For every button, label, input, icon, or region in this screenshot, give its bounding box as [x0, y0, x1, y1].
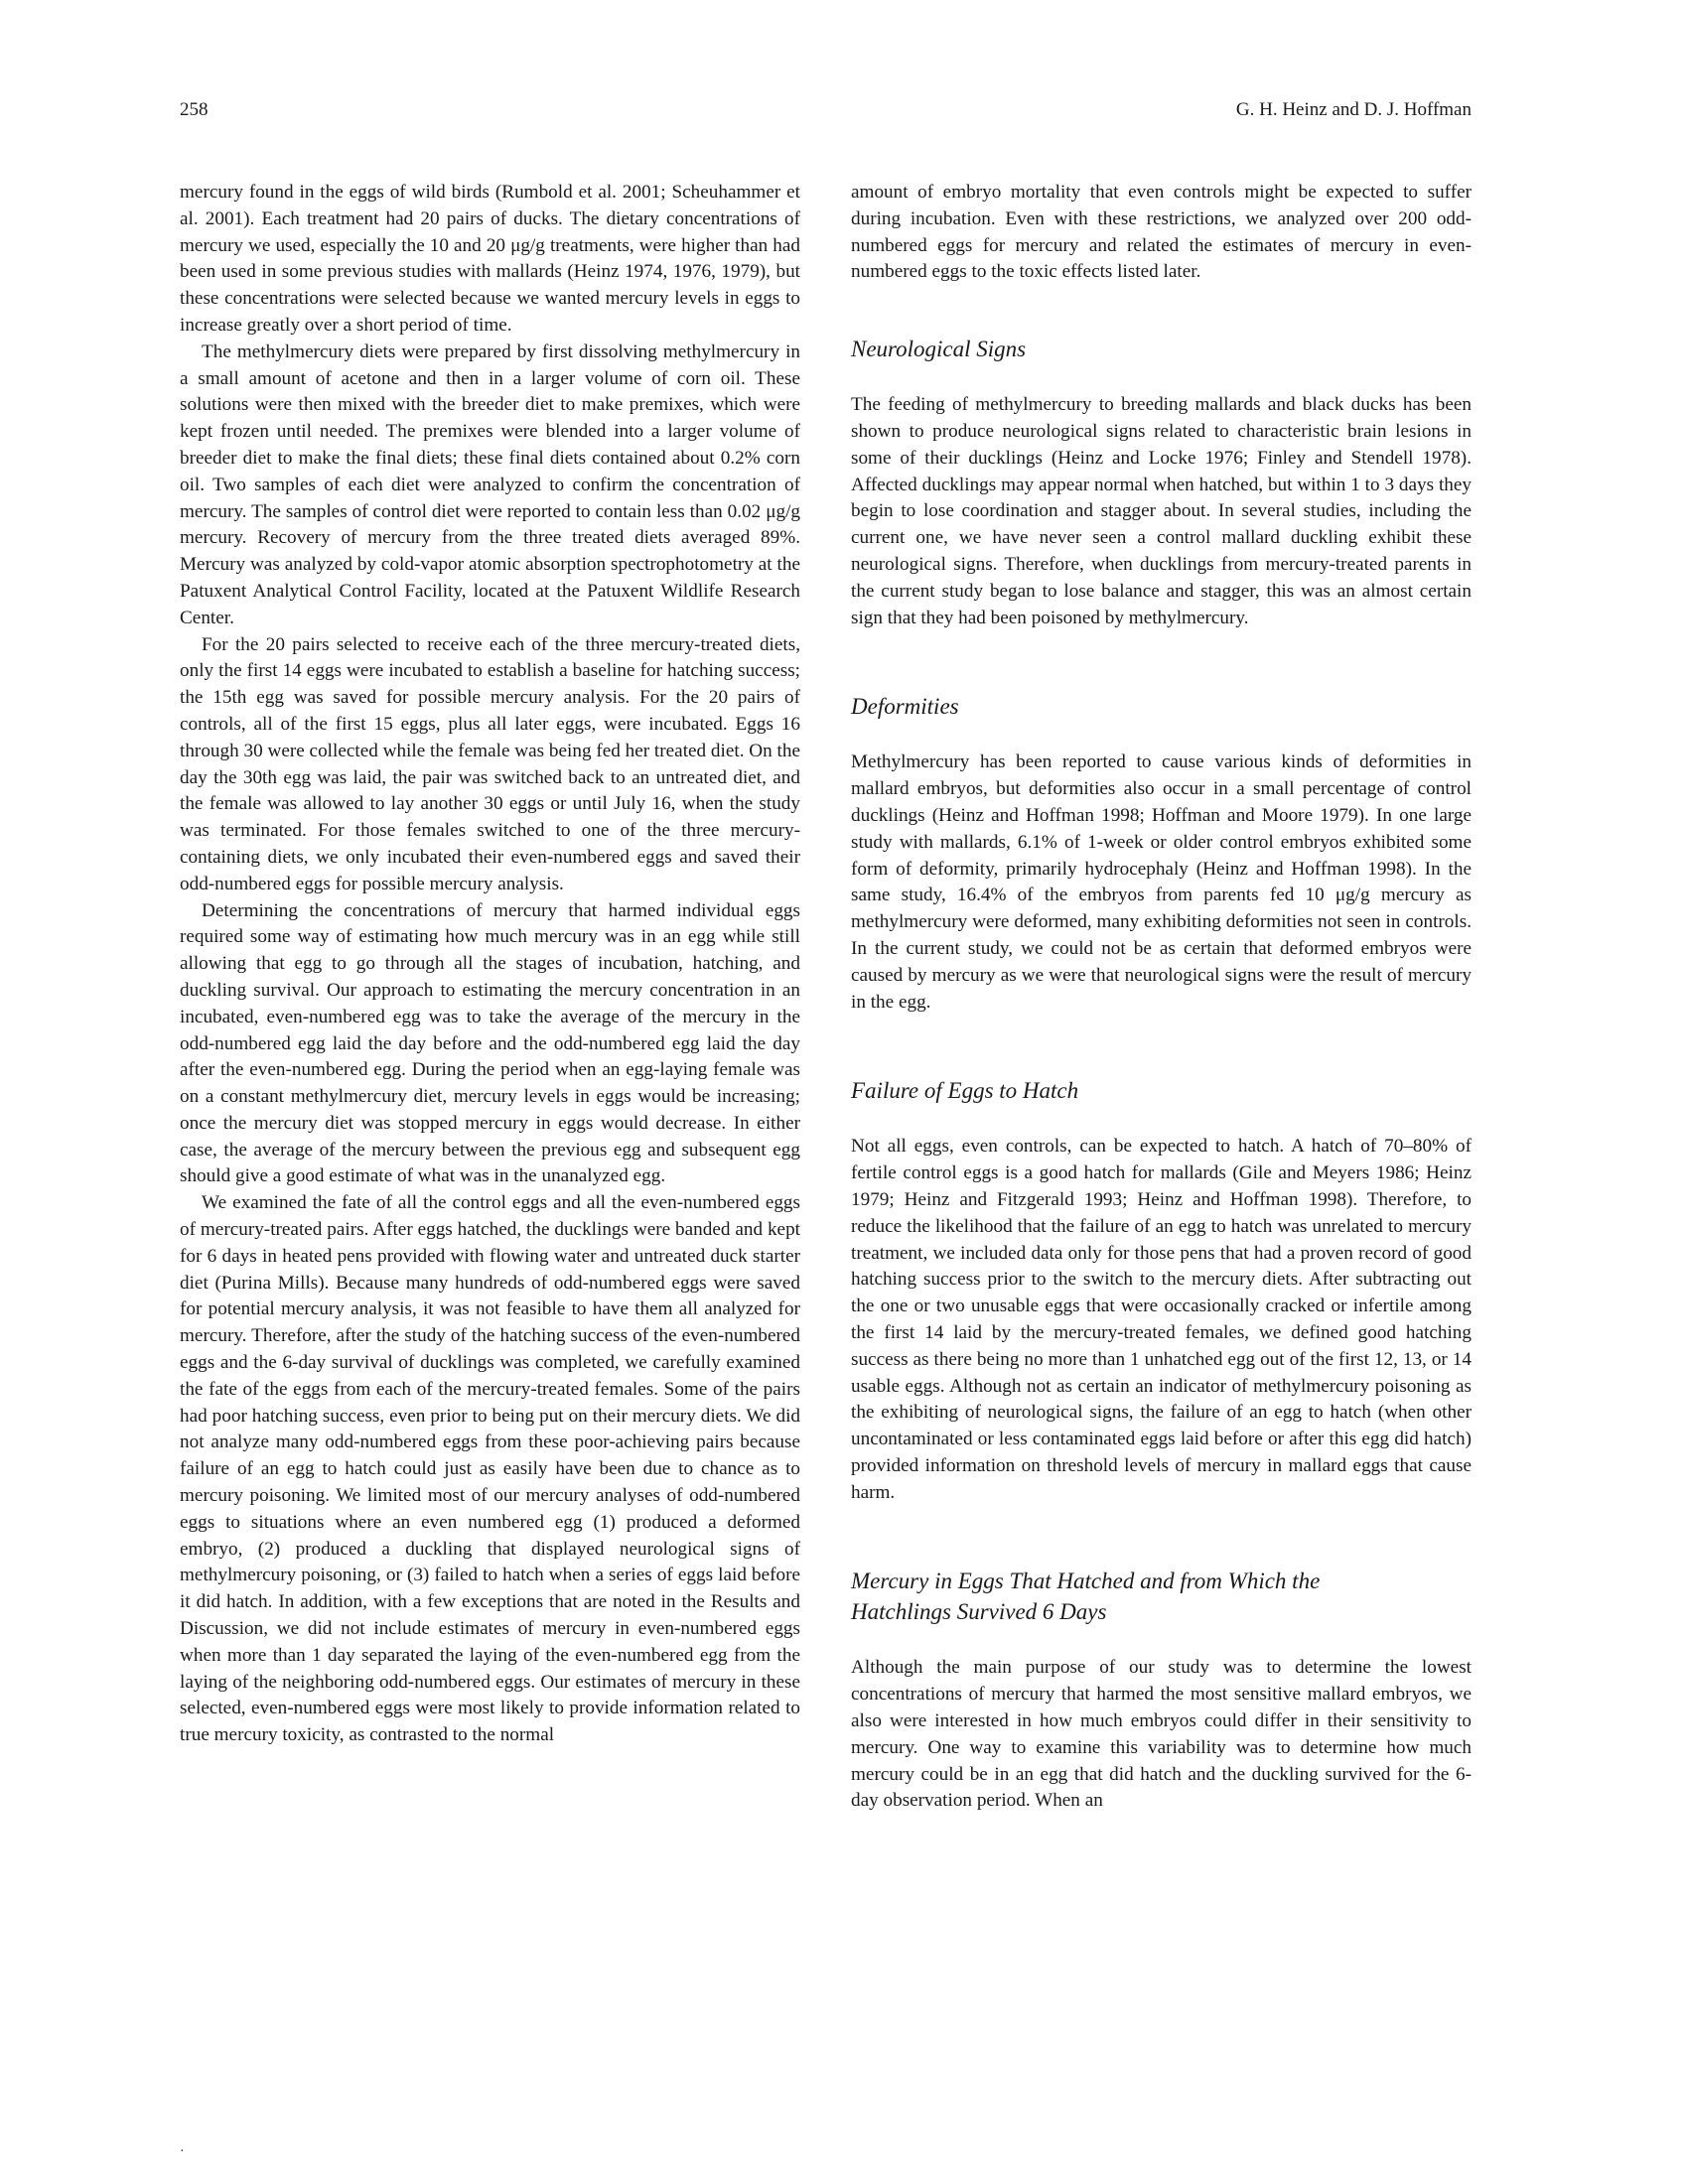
right-column [851, 180, 1472, 1815]
page-header [0, 99, 1684, 129]
paragraph: Methylmercury has been reported to cause various kinds of deformities in mallard embryos, but deformities also occur in a small percentage of control ducklings (Heinz and Hoffman 1998; Hoffman and Moore 1979). In one large study with mallards, 6.1% of 1-week or older control embryos exhibited some form of deformity, primarily hydrocephaly (Heinz and Hoffman 1998). In the same study, 16.4% of the embryos from parents fed 10 μg/g mercury as methylmercury were deformed, many exhibiting deformities not seen in controls. In the current study, we could not be as certain that deformed embryos were caused by mercury as we were that neurological signs were the result of mercury in the egg. [851, 751, 1472, 1013]
running-head: G. H. Heinz and D. J. Hoffman [1235, 99, 1472, 120]
page-number: 258 [180, 99, 209, 120]
section-heading-deformities: Deformities [851, 694, 959, 720]
section-heading-neurological-signs: Neurological Signs [851, 337, 1027, 362]
section-heading-mercury-hatched-eggs [851, 1566, 1472, 1627]
paragraph: The feeding of methylmercury to breeding mallards and black ducks has been shown to produce neurological signs related to characteristic brain lesions in some of their ducklings (Heinz and Locke 1976; Finley and Stendell 1978). Affected ducklings may appear normal when hatched, but within 1 to 3 days they begin to lose coordination and stagger about. In several studies, including the current one, we have never seen a control mallard duckling exhibit these neurological signs. Therefore, when ducklings from mercury-treated parents in the current study began to lose balance and stagger, this was an almost certain sign that they had been poisoned by methylmercury. [851, 394, 1472, 628]
paragraph: Not all eggs, even controls, can be expected to hatch. A hatch of 70–80% of fertile control eggs is a good hatch for mallards (Gile and Meyers 1986; Heinz 1979; Heinz and Fitzgerald 1993; Heinz and Hoffman 1998). Therefore, to reduce the likelihood that the failure of an egg to hatch was unrelated to mercury treatment, we included data only for those pens that had a proven record of good hatching success prior to the switch to the mercury diets. After subtracting out the one or two unusable eggs that were occasionally cracked or infertile among the first 14 laid by the mercury-treated females, we defined good hatching success as there being no more than 1 unhatched egg out of the first 12, 13, or 14 usable eggs. Although not as certain an indicator of methylmercury poisoning as the exhibiting of neurological signs, the failure of an egg to hatch (when other uncontaminated or less contaminated eggs laid before or after this egg did hatch) provided information on threshold levels of mercury in mallard eggs that cause harm. [851, 1136, 1472, 1503]
paragraph: For the 20 pairs selected to receive each of the three mercury-treated diets, only the first 14 eggs were incubated to establish a baseline for hatching success; the 15th egg was saved for possible mercury analysis. For the 20 pairs of controls, all of the first 15 eggs, plus all later eggs, were incubated. Eggs 16 through 30 were collected while the female was being fed her treated diet. On the day the 30th egg was laid, the pair was switched back to an untreated diet, and the female was allowed to lay another 30 eggs or until July 16, when the study was terminated. For those females switched to one of the three mercury-containing diets, we only incubated their even-numbered eggs and saved their odd-numbered eggs for possible mercury analysis. [180, 633, 800, 894]
paragraph: Although the main purpose of our study was to determine the lowest concentrations of mercury that harmed the most sensitive mallard embryos, we also were interested in how much embryos could differ in their sensitivity to mercury. One way to examine this variability was to determine how much mercury could be in an egg that did hatch and the duckling survived for the 6-day observation period. When an [851, 1657, 1472, 1812]
margin-mark: · [180, 2144, 185, 2159]
left-column [180, 180, 800, 1749]
section-heading-failure-to-hatch: Failure of Eggs to Hatch [851, 1078, 1079, 1104]
paragraph: We examined the fate of all the control eggs and all the even-numbered eggs of mercury-treated pairs. After eggs hatched, the ducklings were banded and kept for 6 days in heated pens provided with flowing water and untreated duck starter diet (Purina Mills). Because many hundreds of odd-numbered eggs were saved for potential mercury analysis, it was not feasible to have them all analyzed for mercury. Therefore, after the study of the hatching success of the even-numbered eggs and the 6-day survival of ducklings was completed, we carefully examined the fate of the eggs from each of the mercury-treated females. Some of the pairs had poor hatching success, even prior to being put on their mercury diets. We did not analyze many odd-numbered eggs from these poor-achieving pairs because failure of an egg to hatch could just as easily have been due to chance as to mercury poisoning. We limited most of our mercury analyses of odd-numbered eggs to situations where an even numbered egg (1) produced a deformed embryo, (2) produced a duckling that displayed neurological signs of methylmercury poisoning, or (3) failed to hatch when a series of eggs laid before it did hatch. In addition, with a few exceptions that are noted in the Results and Discussion, we did not include estimates of mercury in even-numbered eggs when more than 1 day separated the laying of the even-numbered egg from the laying of the neighboring odd-numbered eggs. Our estimates of mercury in these selected, even-numbered eggs were most likely to provide information related to true mercury toxicity, as contrasted to the normal [180, 1192, 800, 1746]
heading-line: Hatchlings Survived 6 Days [851, 1599, 1107, 1625]
paragraph: The methylmercury diets were prepared by first dissolving methylmercury in a small amount of acetone and then in a larger volume of corn oil. These solutions were then mixed with the breeder diet to make premixes, which were kept frozen until needed. The premixes were blended into a larger volume of breeder diet to make the final diets; these final diets contained about 0.2% corn oil. Two samples of each diet were analyzed to confirm the concentration of mercury. The samples of control diet were reported to contain less than 0.02 μg/g mercury. Recovery of mercury from the three treated diets averaged 89%. Mercury was analyzed by cold-vapor atomic absorption spectrophotometry at the Patuxent Analytical Control Facility, located at the Patuxent Wildlife Research Center. [180, 341, 800, 628]
paragraph: amount of embryo mortality that even controls might be expected to suffer during incubation. Even with these restrictions, we analyzed over 200 odd-numbered eggs for mercury and related the estimates of mercury in even-numbered eggs to the toxic effects listed later. [851, 182, 1472, 283]
heading-line: Mercury in Eggs That Hatched and from Which the [851, 1569, 1321, 1594]
paragraph: mercury found in the eggs of wild birds (Rumbold et al. 2001; Scheuhammer et al. 2001). Each treatment had 20 pairs of ducks. The dietary concentrations of mercury we used, especially the 10 and 20 μg/g treatments, were higher than had been used in some previous studies with mallards (Heinz 1974, 1976, 1979), but these concentrations were selected because we wanted mercury levels in eggs to increase greatly over a short period of time. [180, 182, 800, 336]
paragraph: Determining the concentrations of mercury that harmed individual eggs required some way of estimating how much mercury was in an egg while still allowing that egg to go through all the stages of incubation, hatching, and duckling survival. Our approach to estimating the mercury concentration in an incubated, even-numbered egg was to take the average of the mercury in the odd-numbered egg laid the day before and the odd-numbered egg laid the day after the even-numbered egg. During the period when an egg-laying female was on a constant methylmercury diet, mercury levels in eggs would be increasing; once the mercury diet was stopped mercury in eggs would decrease. In either case, the average of the mercury between the previous egg and subsequent egg should give a good estimate of what was in the unanalyzed egg. [180, 899, 800, 1187]
